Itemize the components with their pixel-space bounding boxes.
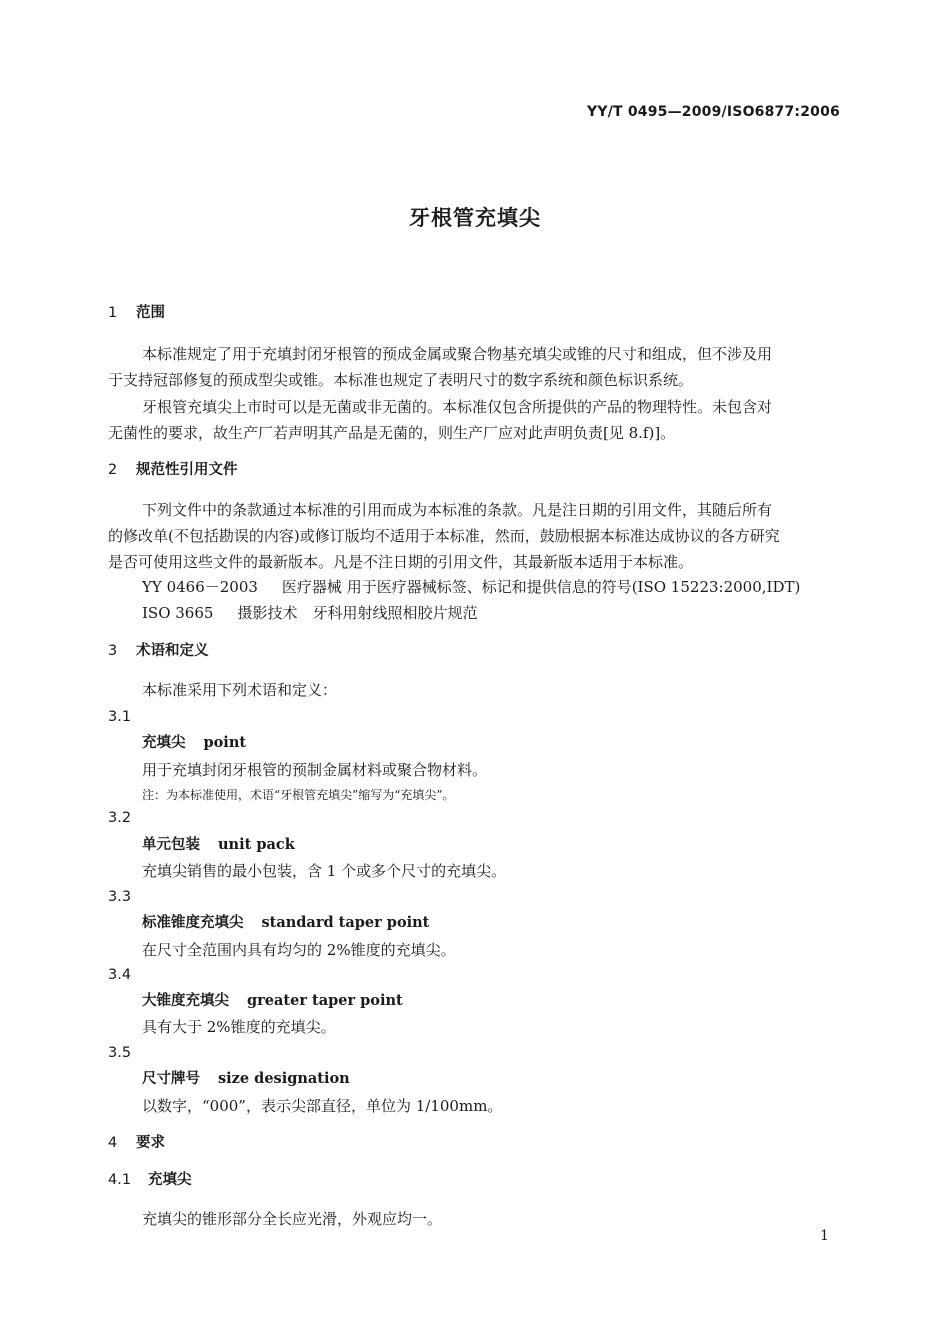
clause-number: 3.1 bbox=[108, 709, 132, 725]
term-entry bbox=[142, 1069, 350, 1089]
clause-number: 3.2 bbox=[108, 810, 132, 826]
section-3-heading bbox=[108, 641, 209, 661]
standard-code: YY/T 0495—2009/ISO6877:2006 bbox=[587, 104, 840, 120]
term-entry bbox=[142, 733, 246, 753]
reference-title: 医疗器械 用于医疗器械标签、标记和提供信息的符号(ISO 15223:2000,IDT) bbox=[281, 578, 801, 596]
paragraph-line: 充填尖的锥形部分全长应光滑，外观应均一。 bbox=[142, 1210, 443, 1228]
term-english: greater taper point bbox=[247, 992, 403, 1009]
reference-code: YY 0466－2003 bbox=[142, 578, 258, 596]
term-definition: 在尺寸全范围内具有均匀的 2%锥度的充填尖。 bbox=[142, 941, 456, 959]
term-english: size designation bbox=[218, 1070, 350, 1087]
term-chinese: 充填尖 bbox=[142, 735, 186, 751]
section-title: 规范性引用文件 bbox=[136, 462, 238, 478]
clause-number: 3.4 bbox=[108, 967, 132, 983]
term-note: 注：为本标准使用，术语“牙根管充填尖”缩写为“充填尖”。 bbox=[142, 788, 455, 802]
paragraph-line: 本标准采用下列术语和定义： bbox=[142, 681, 338, 699]
section-number: 2 bbox=[108, 462, 118, 478]
section-title: 范围 bbox=[136, 305, 165, 321]
term-chinese: 标准锥度充填尖 bbox=[142, 915, 244, 931]
term-english: unit pack bbox=[218, 836, 295, 853]
term-entry bbox=[142, 913, 429, 933]
paragraph-line: 无菌性的要求，故生产厂若声明其产品是无菌的，则生产厂应对此声明负责[见 8.f)]。 bbox=[108, 424, 676, 442]
section-number: 3 bbox=[108, 643, 118, 659]
paragraph-line: 是否可使用这些文件的最新版本。凡是不注日期的引用文件，其最新版本适用于本标准。 bbox=[108, 553, 694, 571]
term-entry bbox=[142, 991, 403, 1011]
term-definition: 用于充填封闭牙根管的预制金属材料或聚合物材料。 bbox=[142, 761, 488, 779]
page-number: 1 bbox=[820, 1228, 829, 1244]
section-4-heading bbox=[108, 1133, 165, 1153]
section-2-heading bbox=[108, 460, 238, 480]
section-1-heading bbox=[108, 303, 165, 323]
section-number: 4 bbox=[108, 1135, 118, 1151]
paragraph-line: 下列文件中的条款通过本标准的引用而成为本标准的条款。凡是注日期的引用文件，其随后所有 bbox=[142, 501, 773, 519]
paragraph-line: 牙根管充填尖上市时可以是无菌或非无菌的。本标准仅包含所提供的产品的物理特性。未包含对 bbox=[142, 398, 773, 416]
term-english: point bbox=[203, 734, 247, 751]
term-chinese: 单元包装 bbox=[142, 837, 200, 853]
paragraph-line: 本标准规定了用于充填封闭牙根管的预成金属或聚合物基充填尖或锥的尺寸和组成，但不涉及用 bbox=[142, 345, 773, 363]
reference-title: 摄影技术 牙科用射线照相胶片规范 bbox=[237, 604, 478, 622]
term-chinese: 大锥度充填尖 bbox=[142, 993, 229, 1009]
clause-number: 3.5 bbox=[108, 1045, 132, 1061]
reference-item bbox=[142, 603, 477, 623]
section-title: 要求 bbox=[136, 1135, 165, 1151]
term-definition: 具有大于 2%锥度的充填尖。 bbox=[142, 1018, 336, 1036]
subsection-number: 4.1 bbox=[108, 1172, 132, 1188]
reference-item bbox=[142, 577, 800, 597]
section-number: 1 bbox=[108, 305, 118, 321]
document-title: 牙根管充填尖 bbox=[409, 206, 541, 230]
paragraph-line: 于支持冠部修复的预成型尖或锥。本标准也规定了表明尺寸的数字系统和颜色标识系统。 bbox=[108, 371, 694, 389]
term-definition: 充填尖销售的最小包装，含 1 个或多个尺寸的充填尖。 bbox=[142, 862, 507, 880]
term-chinese: 尺寸牌号 bbox=[142, 1071, 200, 1087]
term-entry bbox=[142, 835, 295, 855]
clause-number: 3.3 bbox=[108, 889, 132, 905]
reference-code: ISO 3665 bbox=[142, 604, 214, 622]
paragraph-line: 的修改单(不包括勘误的内容)或修订版均不适用于本标准，然而，鼓励根据本标准达成协议的各方研究 bbox=[108, 527, 780, 545]
subsection-4-1-heading bbox=[108, 1170, 192, 1190]
term-definition: 以数字，“000”，表示尖部直径，单位为 1/100mm。 bbox=[142, 1097, 503, 1115]
term-english: standard taper point bbox=[261, 914, 430, 931]
section-title: 术语和定义 bbox=[136, 643, 209, 659]
subsection-title: 充填尖 bbox=[148, 1172, 192, 1188]
